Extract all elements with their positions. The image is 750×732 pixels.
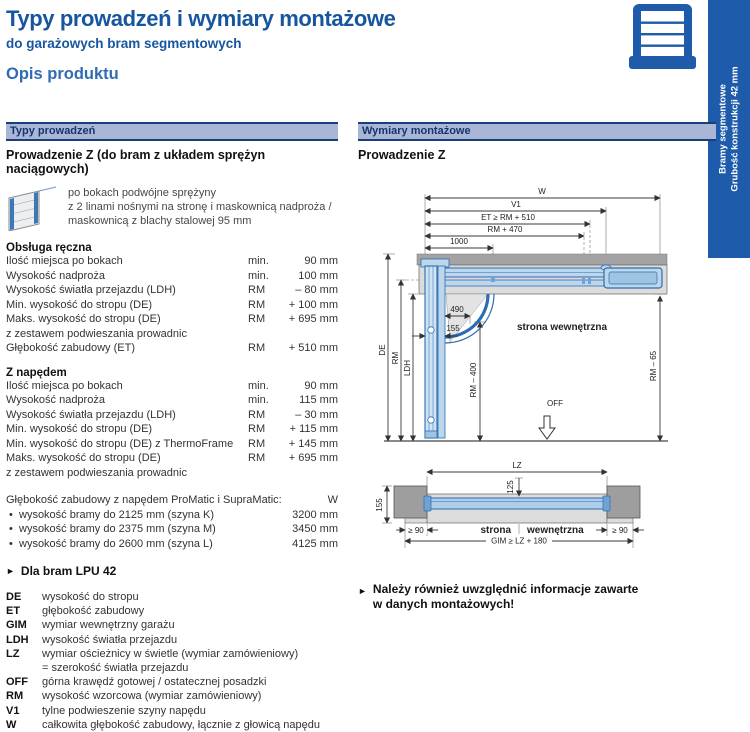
bullet-icon: • (9, 508, 13, 521)
horizontal-track (428, 265, 611, 286)
intro-block (6, 185, 338, 231)
manual-table (6, 254, 338, 356)
table-row: Min. wysokość do stropu (DE) RM + 115 mm (6, 423, 338, 435)
door-edge-pictogram (6, 185, 58, 231)
legend-row: DE wysokość do stropu (6, 591, 139, 603)
dim-label-rm470: RM + 470 (487, 225, 523, 234)
left-section-bar: Typy prowadzeń (6, 122, 338, 141)
legend-row: RM wysokość wzorcowa (wymiar zamówieniowy) (6, 690, 262, 703)
legend-row: V1 tylne podwieszenie szyny napędu (6, 704, 206, 717)
abbreviation-legend (6, 590, 338, 732)
dim-label-rm65: RM – 65 (649, 350, 658, 382)
intro-text (68, 185, 332, 231)
dim-label-125: 125 (506, 480, 515, 494)
dim-label-lz: LZ (512, 461, 522, 470)
table-row: Maks. wysokość do stropu (DE) RM + 695 mm (6, 313, 338, 325)
page-header (6, 6, 395, 84)
dim-label-ge90-right: ≥ 90 (612, 526, 628, 535)
lpu42-callout (6, 564, 338, 578)
legend-row: OFF górna krawędź gotowej / ostatecznej posadzki (6, 676, 267, 689)
side-view-drawing (358, 180, 716, 448)
intro-line: z 2 linami nośnymi na stronę i maskownicą nadproża / (68, 200, 332, 213)
opener-head (604, 268, 662, 288)
mounting-heading: Prowadzenie Z (358, 148, 446, 162)
table-row: Wysokość światła przejazdu (LDH) RM – 30 mm (6, 408, 338, 421)
legend-row: W całkowita głębokość zabudowy, łącznie z głowicą napędu (6, 718, 321, 731)
track-type-heading: Prowadzenie Z (do bram z układem sprężyn naciągowych) (6, 148, 266, 176)
edge-tab-text (718, 4, 741, 254)
depth-heading: Głębokość zabudowy z napędem ProMatic i SupraMatic: W (6, 494, 338, 506)
table-row: Maks. wysokość do stropu (DE) RM + 695 mm (6, 452, 338, 464)
sectional-door-icon (629, 4, 696, 72)
interior-side-label: strona wewnętrzna (516, 322, 608, 333)
intro-line: po bokach podwójne sprężyny (68, 187, 216, 199)
legend-row: LZ wymiar ościeżnicy w świetle (wymiar zamówieniowy) = szerokość światła przejazdu (6, 647, 299, 675)
page-subtitle: do garażowych bram segmentowych (6, 36, 242, 51)
section-label: Opis produktu (6, 65, 119, 83)
powered-table-title: Z napędem (6, 366, 67, 379)
table-row: Ilość miejsca po bokach min. 90 mm (6, 255, 338, 267)
dim-label-et: ET ≥ RM + 510 (481, 213, 535, 222)
table-row: Ilość miejsca po bokach min. 90 mm (6, 379, 338, 392)
dim-label-ldh: LDH (403, 359, 412, 377)
legend-row: ET głębokość zabudowy (6, 605, 145, 618)
bullet-icon: • (9, 523, 13, 535)
table-row: Głębokość zabudowy (ET) RM + 510 mm (6, 342, 338, 354)
dim-label-rm: RM (391, 351, 400, 365)
table-row: Wysokość światła przejazdu (LDH) RM – 80 mm (6, 284, 338, 296)
ceiling-slab (417, 254, 667, 265)
table-row: Min. wysokość do stropu (DE) RM + 100 mm (6, 298, 338, 311)
manual-table-title: Obsługa ręczna (6, 242, 92, 254)
table-row: Wysokość nadproża min. 100 mm (6, 269, 338, 282)
wall-jamb-right (607, 486, 640, 518)
interior-side-label-right: wewnętrzna (527, 525, 584, 536)
pointer-icon: ► (6, 566, 15, 576)
dim-label-155: 155 (446, 324, 460, 333)
plan-view-drawing (358, 452, 716, 570)
door-leaf (425, 266, 445, 438)
dim-label-1000: 1000 (450, 237, 468, 246)
door-panel-plan (424, 496, 610, 511)
table-row: Wysokość nadproża min. 115 mm (6, 394, 338, 406)
legend-row: LDH wysokość światła przejazdu (6, 633, 178, 646)
depth-item: • wysokość bramy do 2375 mm (szyna M) 3450 mm (9, 523, 338, 535)
pointer-icon: ► (358, 586, 367, 596)
intro-line: maskownicą z blachy stalowej 95 mm (68, 214, 252, 227)
dim-label-155: 155 (375, 498, 384, 512)
right-section-bar: Wymiary montażowe (358, 122, 716, 141)
dim-label-ge90-left: ≥ 90 (408, 526, 424, 535)
table-row: z zestawem podwieszania prowadnic (6, 466, 187, 479)
dim-label-rm400: RM – 400 (469, 362, 478, 398)
table-row: Min. wysokość do stropu (DE) z ThermoFrame RM + 145 mm (6, 437, 338, 450)
table-row: z zestawem podwieszania prowadnic (6, 327, 187, 340)
mounting-note (358, 582, 716, 612)
dim-label-v1: V1 (511, 200, 521, 209)
mounting-note-text: Należy również uwzględnić informacje zawarte w danych montażowych! (372, 582, 639, 611)
edge-tab-line2: Grubość konstrukcji 42 mm (729, 66, 740, 192)
bullet-icon: • (9, 537, 13, 550)
page-title: Typy prowadzeń i wymiary montażowe (6, 6, 396, 31)
right-column (358, 122, 716, 612)
depth-item: • wysokość bramy do 2600 mm (szyna L) 4125 mm (9, 537, 338, 550)
wall-jamb-left (394, 486, 427, 518)
dim-label-de: DE (378, 344, 387, 356)
powered-table (6, 379, 338, 481)
opener-depth-block (6, 493, 338, 551)
off-floor-arrow-icon (539, 416, 555, 439)
interior-side-label-left: strona (480, 525, 511, 536)
lpu42-callout-text: Dla bram LPU 42 (20, 564, 117, 578)
off-label: OFF (547, 399, 563, 408)
depth-item: • wysokość bramy do 2125 mm (szyna K) 3200 mm (9, 508, 338, 521)
dim-label-490: 490 (450, 305, 464, 314)
legend-row: GIM wymiar wewnętrzny garażu (6, 619, 175, 632)
dim-label-gim: GIM ≥ LZ + 180 (491, 536, 547, 546)
dim-label-w: W (538, 187, 546, 196)
edge-tab-line1: Bramy segmentowe (717, 84, 729, 174)
left-column (6, 122, 338, 732)
